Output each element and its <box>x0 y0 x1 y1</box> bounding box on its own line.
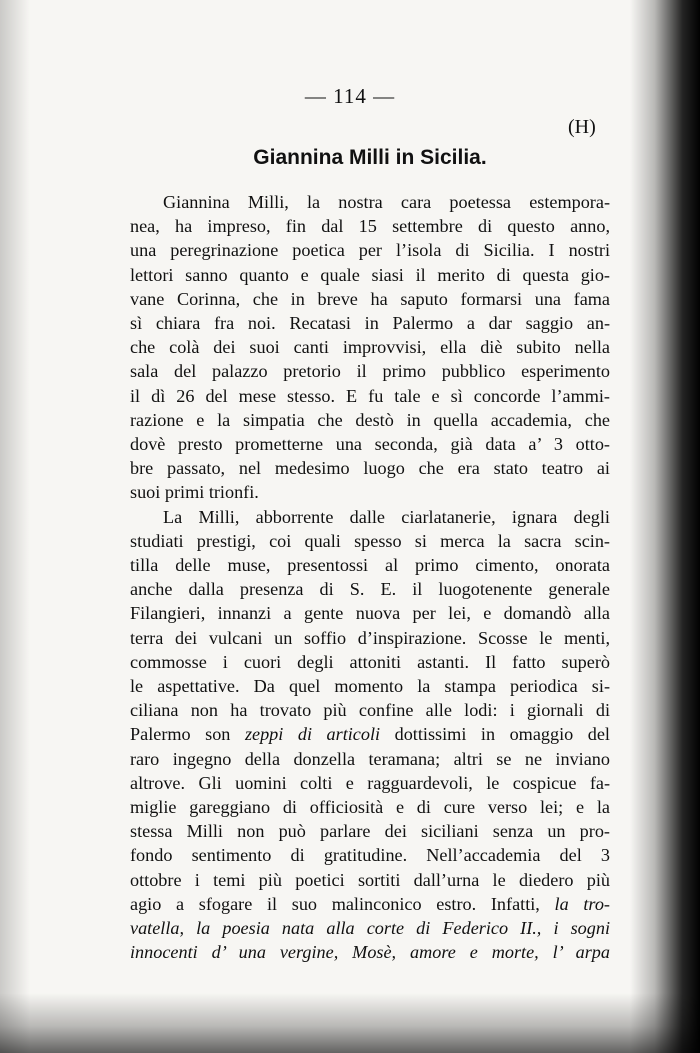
italic-span: la tro- <box>554 893 610 914</box>
text-line: bre passato, nel medesimo luogo che era stato teatro ai <box>130 458 610 479</box>
text-span: agio a sfogare il suo malinconico estro. Infatti, <box>130 893 555 914</box>
text-line: lettori sanno quanto e quale siasi il merito di questa gio- <box>130 264 610 285</box>
text-line <box>130 722 610 746</box>
text-line: una peregrinazione poetica per l’isola di Sicilia. I nostri <box>130 240 610 261</box>
text-line: raro ingegno della donzella teramana; altri se ne inviano <box>130 748 610 769</box>
italic-span: zeppi di articoli <box>244 724 381 745</box>
text-line: Filangieri, innanzi a gente nuova per lei, e domandò alla <box>130 603 610 624</box>
text-line: fondo sentimento di gratitudine. Nell’accademia del 3 <box>130 845 610 866</box>
article-body <box>130 190 610 965</box>
article-title: Giannina Milli in Sicilia. <box>253 146 487 169</box>
text-line: miglie gareggiano di officiosità e di cure verso lei; e la <box>130 797 610 818</box>
text-line: terra dei vulcani un soffio d’inspirazione. Scosse le menti, <box>130 627 610 648</box>
text-line: suoi primi trionfi. <box>130 482 259 503</box>
text-line: anche dalla presenza di S. E. il luogotenente generale <box>130 579 610 600</box>
text-line: altrove. Gli uomini colti e ragguardevoli, le cospicue fa- <box>130 772 610 793</box>
text-line: razione e la simpatia che destò in quella accademia, che <box>130 409 610 430</box>
scan-shadow-bottom <box>0 993 700 1053</box>
text-line <box>130 916 610 940</box>
text-span: dottissimi in omaggio del <box>380 724 610 745</box>
text-line <box>130 892 610 916</box>
text-line: ottobre i temi più poetici sortiti dall’urna le diedero più <box>130 869 610 890</box>
text-line: studiati prestigi, coi quali spesso si merca la sacra scin- <box>130 530 610 551</box>
text-line <box>130 940 610 964</box>
text-line: tilla delle muse, presentossi al primo cimento, onorata <box>130 555 610 576</box>
text-line: La Milli, abborrente dalle ciarlatanerie, ignara degli <box>163 506 610 527</box>
text-line: ciliana non ha trovato più confine alle lodi: i giornali di <box>130 700 610 721</box>
text-line: che colà dei suoi canti improvvisi, ella diè subito nella <box>130 337 610 358</box>
text-line: vane Corinna, che in breve ha saputo formarsi una fama <box>130 288 610 309</box>
page-number: — 114 — <box>304 84 396 108</box>
text-line: le aspettative. Da quel momento la stampa periodica si- <box>130 676 610 697</box>
italic-span: innocenti d’ una vergine, Mosè, amore e morte, l’ arpa <box>130 942 610 963</box>
text-line: dovè presto prometterne una seconda, già data a’ 3 otto- <box>130 434 610 455</box>
text-line: commosse i cuori degli attoniti astanti. Il fatto superò <box>130 651 610 672</box>
text-line: sì chiara fra noi. Recatasi in Palermo a dar saggio an- <box>130 313 610 334</box>
side-mark: (H) <box>568 116 596 138</box>
text-line: stessa Milli non può parlare dei siciliani senza un pro- <box>130 821 610 842</box>
text-span: Palermo son <box>130 724 245 745</box>
text-line: sala del palazzo pretorio il primo pubblico esperimento <box>130 361 610 382</box>
italic-span: vatella, la poesia nata alla corte di Federico II., i sogni <box>130 918 610 939</box>
text-line: nea, ha impreso, fin dal 15 settembre di questo anno, <box>130 216 610 237</box>
text-line: il dì 26 del mese stesso. E fu tale e sì concorde l’ammi- <box>130 385 610 406</box>
text-line: Giannina Milli, la nostra cara poetessa estempora- <box>163 192 610 212</box>
